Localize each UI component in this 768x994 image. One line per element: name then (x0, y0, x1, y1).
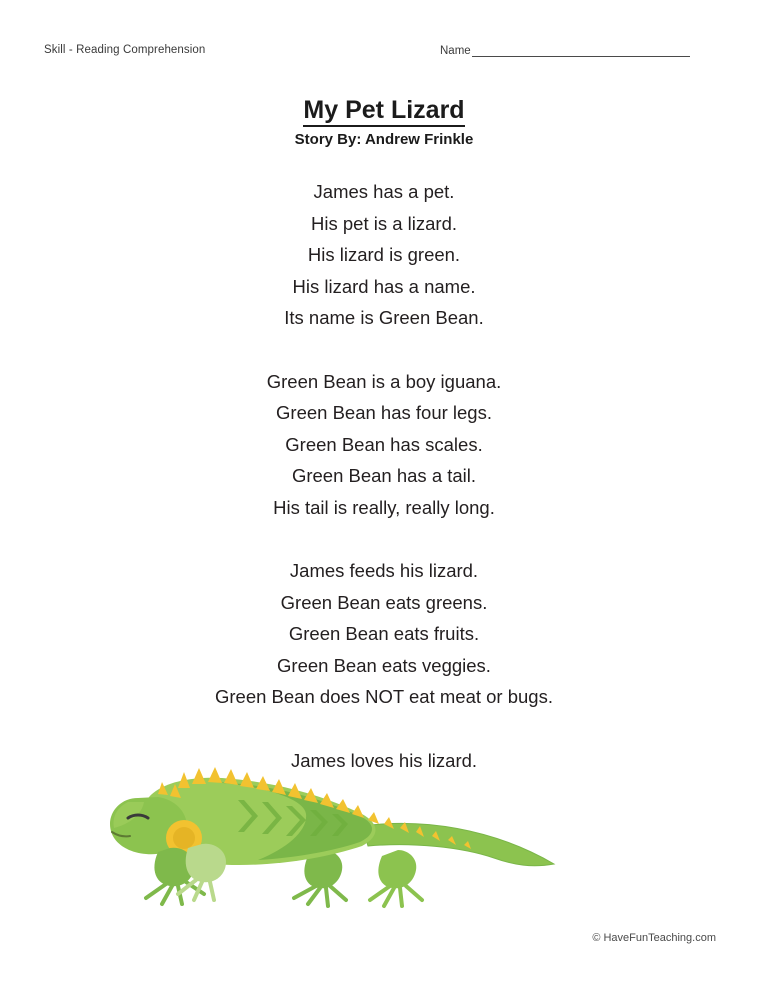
story-line: Green Bean has four legs. (276, 402, 492, 423)
story-line: His lizard is green. (307, 244, 461, 265)
name-field-label: Name (440, 45, 471, 57)
stanza (0, 555, 768, 713)
story-line: Green Bean is a boy iguana. (266, 370, 502, 392)
story-line: Green Bean has scales. (285, 433, 483, 455)
skill-label: Skill - Reading Comprehension (44, 44, 206, 56)
story-line: Green Bean eats fruits. (288, 623, 480, 644)
story-line: Green Bean eats greens. (280, 591, 488, 613)
footer-credit: © HaveFunTeaching.com (592, 932, 716, 944)
worksheet-header (0, 44, 768, 68)
story-line: Green Bean eats veggies. (277, 654, 491, 676)
story-line: Green Bean does NOT eat meat or bugs. (215, 686, 553, 707)
story-line: James loves his lizard. (290, 749, 478, 771)
story-line: James feeds his lizard. (289, 560, 479, 581)
stanza (0, 176, 768, 334)
story-body (0, 176, 768, 776)
green-iguana-illustration (62, 752, 582, 912)
name-field[interactable] (440, 44, 690, 57)
byline: Story By: Andrew Frinkle (294, 131, 474, 148)
story-line: James has a pet. (313, 181, 455, 202)
name-field-rule[interactable] (472, 44, 690, 57)
page-title (0, 96, 768, 125)
story-line: His tail is really, really long. (273, 496, 495, 518)
story-line: His lizard has a name. (292, 275, 476, 297)
story-line: Its name is Green Bean. (284, 307, 484, 328)
story-line: His pet is a lizard. (311, 212, 457, 234)
page-title-text: My Pet Lizard (303, 96, 464, 127)
story-line: Green Bean has a tail. (291, 465, 477, 486)
stanza (0, 366, 768, 524)
